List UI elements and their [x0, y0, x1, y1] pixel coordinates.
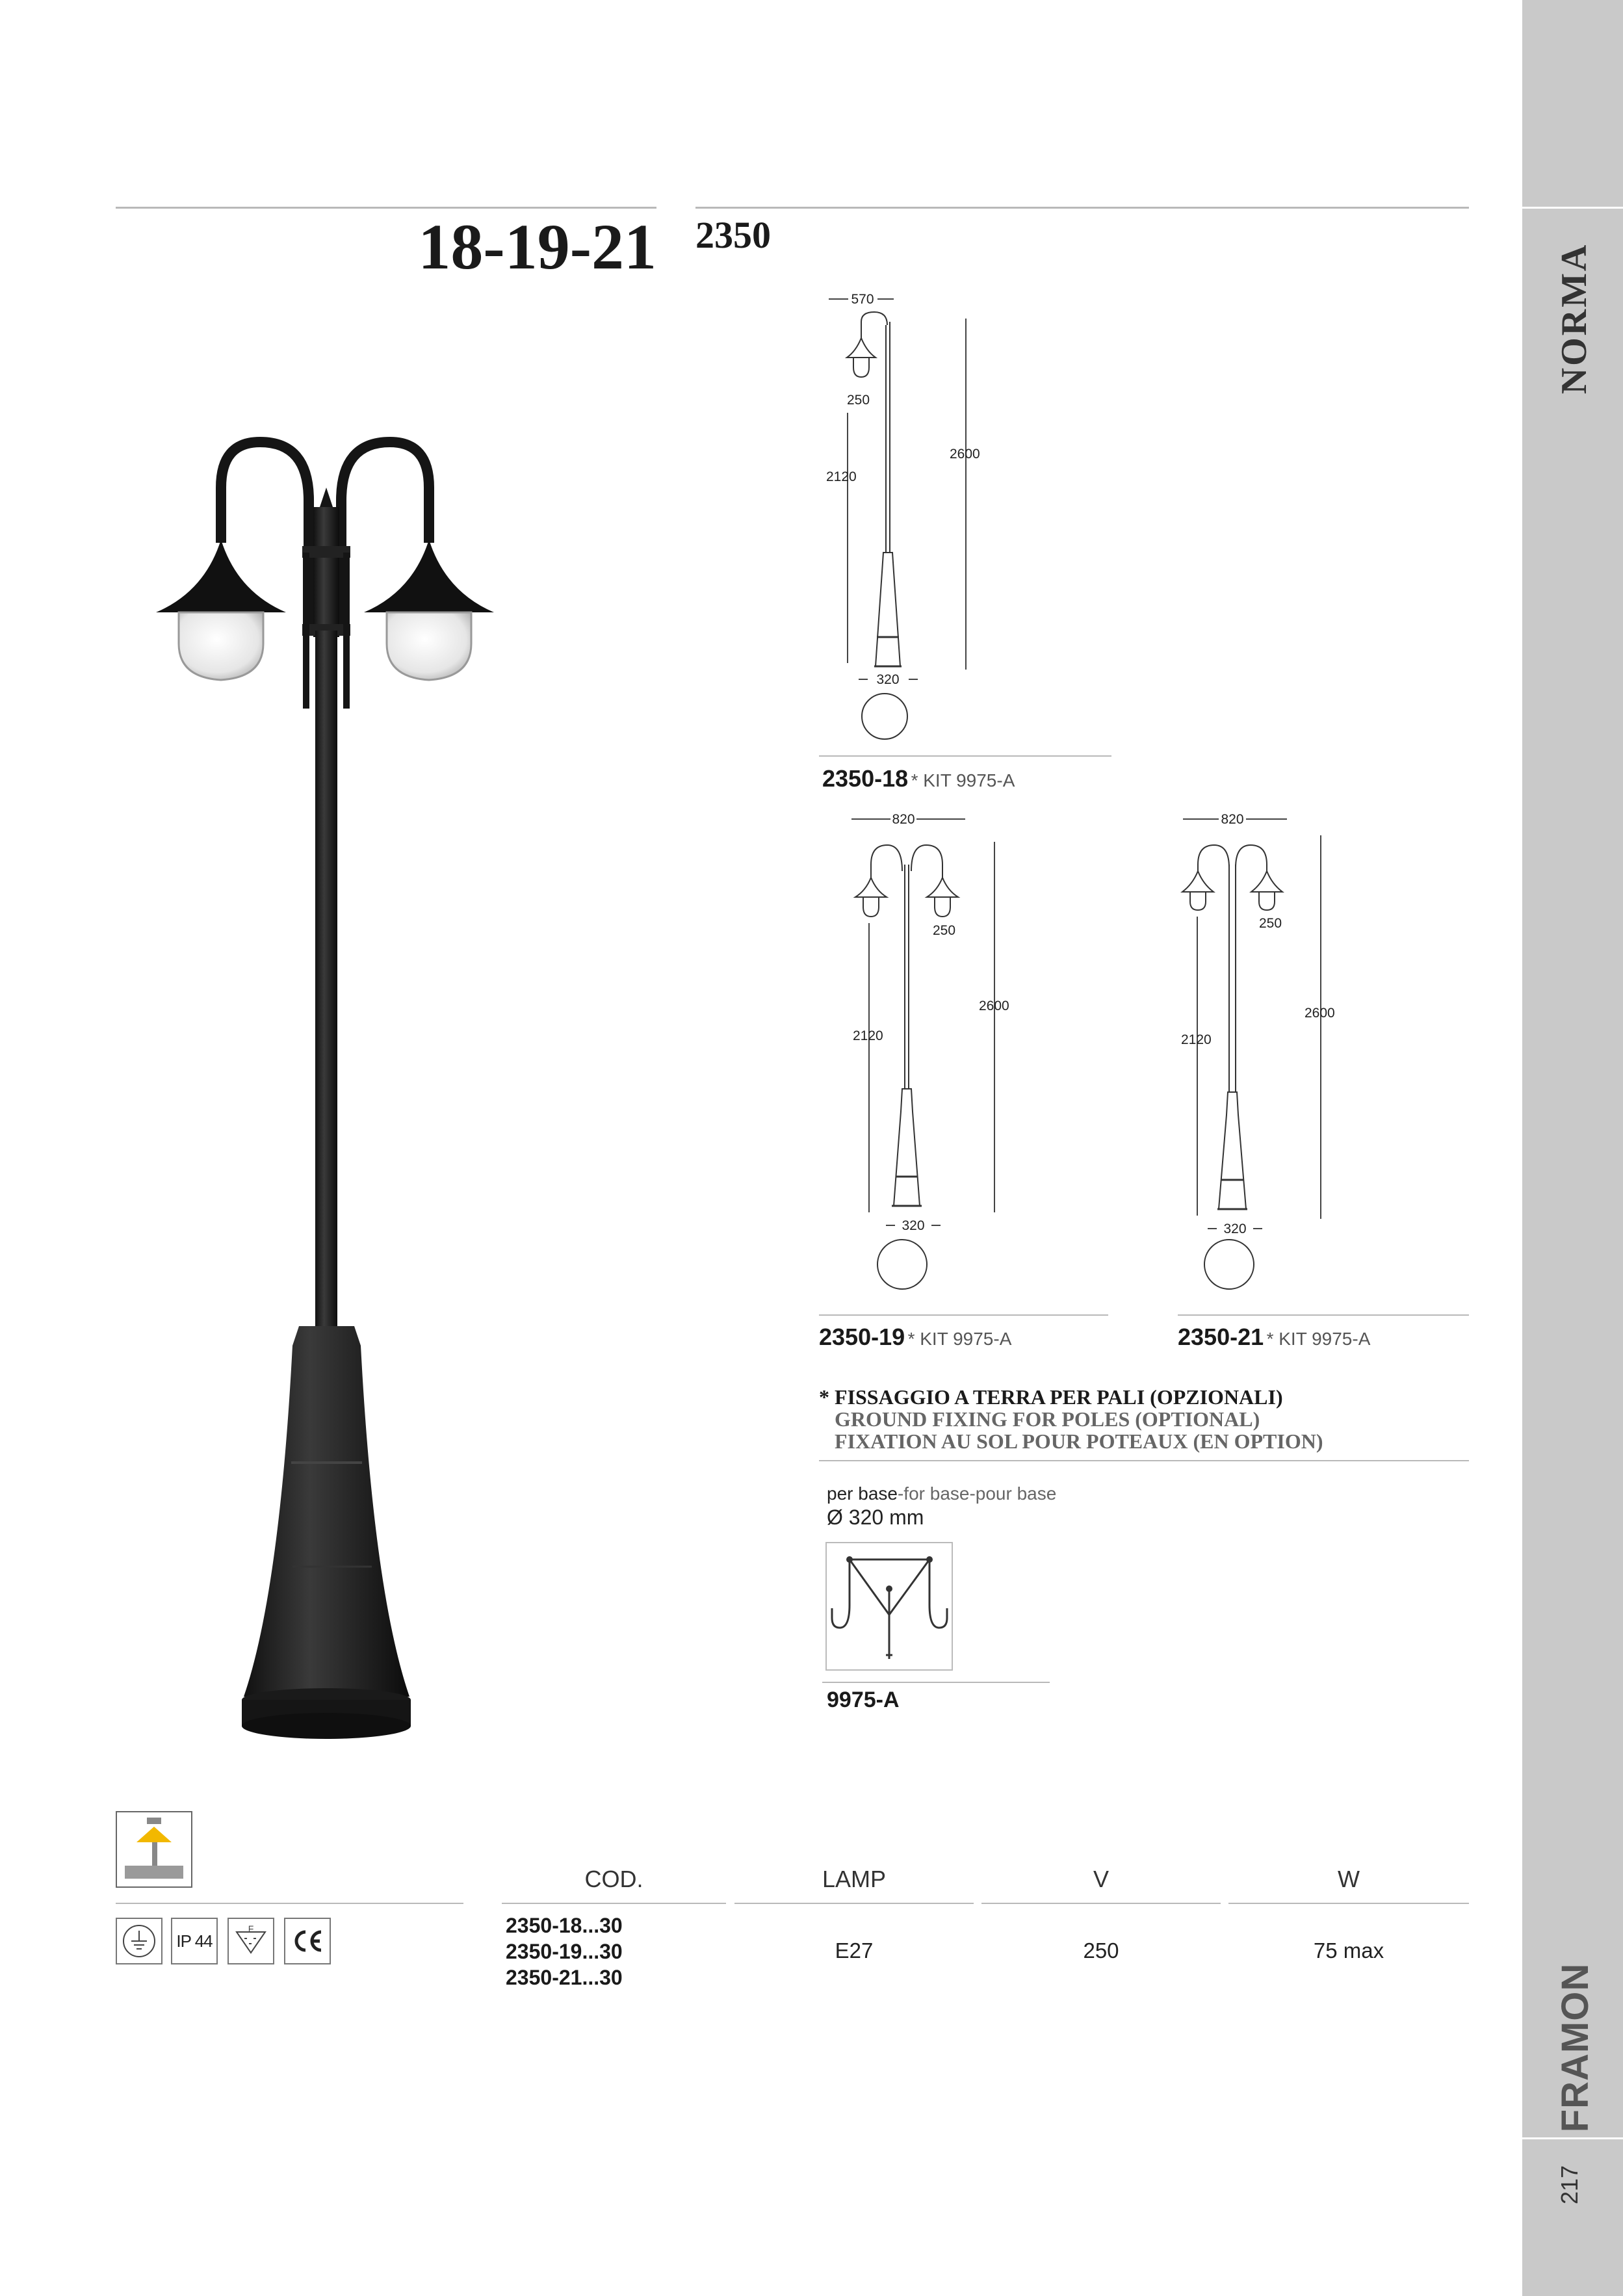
- dim-light-height: 2120: [826, 469, 857, 484]
- dim-width: 570: [851, 292, 874, 307]
- dim-head: 250: [847, 393, 870, 408]
- brand-logo: FRAMON: [1554, 1963, 1596, 2133]
- table-rule-code: [502, 1903, 726, 1904]
- kit-ref: * KIT 9975-A: [1266, 1329, 1371, 1349]
- dim-base: 320: [902, 1218, 925, 1233]
- title-rule-left: [116, 207, 656, 209]
- drawing-2350-19: [838, 806, 1046, 1300]
- table-header-watt: W: [1338, 1866, 1360, 1892]
- ce-mark-icon: [284, 1918, 331, 1964]
- dim-head: 250: [1259, 916, 1282, 931]
- caption-rule-2350-21: [1178, 1314, 1469, 1316]
- table-header-volt: V: [1093, 1866, 1109, 1892]
- fixing-note: [819, 1386, 1323, 1452]
- caption-rule-2350-19: [819, 1314, 1108, 1316]
- fixing-note-fr: FIXATION AU SOL POUR POTEAUX (EN OPTION): [835, 1429, 1323, 1453]
- table-cell-volt: 250: [1083, 1938, 1119, 1963]
- kit-anchor-drawing: [827, 1543, 952, 1669]
- dim-light-height: 2120: [1181, 1032, 1212, 1047]
- code-2350-21: 2350-21: [1178, 1324, 1264, 1350]
- kit-drawing-frame: [825, 1542, 953, 1671]
- dim-width: 820: [1221, 812, 1244, 827]
- kit-rule: [822, 1682, 1050, 1683]
- collection-name: NORMA: [1554, 242, 1594, 395]
- dim-base: 320: [1223, 1221, 1247, 1236]
- fixing-note-en: GROUND FIXING FOR POLES (OPTIONAL): [835, 1407, 1260, 1431]
- fixing-note-it: * FISSAGGIO A TERRA PER PALI (OPZIONALI): [819, 1385, 1283, 1409]
- drawing-2350-18: [816, 286, 1011, 741]
- dim-width: 820: [892, 812, 915, 827]
- svg-text:F: F: [248, 1924, 254, 1934]
- code-2350-19: 2350-19: [819, 1324, 905, 1350]
- table-code-row: 2350-18...30: [506, 1914, 623, 1937]
- caption-2350-19: [819, 1324, 1011, 1351]
- dim-light-height: 2120: [853, 1028, 883, 1043]
- dim-total-height: 2600: [1305, 1006, 1335, 1021]
- table-header-lamp: LAMP: [822, 1866, 887, 1892]
- ip-rating-label: IP 44: [176, 1931, 213, 1951]
- ip-rating-badge: [171, 1918, 218, 1964]
- icons-rule: [116, 1903, 463, 1904]
- code-2350-18: 2350-18: [822, 765, 909, 792]
- caption-2350-21: [1178, 1324, 1370, 1351]
- sidebar: [1522, 0, 1623, 2296]
- kit-diameter: Ø 320 mm: [827, 1506, 924, 1529]
- lamp-post-photo: [143, 423, 546, 1762]
- caption-rule-2350-18: [819, 755, 1111, 757]
- table-code-row: 2350-21...30: [506, 1966, 623, 1989]
- earth-class-icon: [116, 1918, 162, 1964]
- table-header-code: COD.: [584, 1866, 643, 1892]
- dim-total-height: 2600: [979, 998, 1009, 1013]
- kit-code: 9975-A: [827, 1688, 900, 1712]
- kit-ref: * KIT 9975-A: [907, 1329, 1012, 1349]
- kit-per-base: [827, 1483, 1056, 1504]
- table-rule-watt: [1228, 1903, 1469, 1904]
- fixing-note-rule: [819, 1460, 1469, 1461]
- title-rule-right: [695, 207, 1469, 209]
- per-base-rest: -for base-pour base: [897, 1483, 1057, 1504]
- table-codes-cell: [506, 1912, 623, 1990]
- mounting-type-icon: [116, 1811, 192, 1888]
- dim-base: 320: [876, 672, 900, 687]
- per-base-it: per base: [827, 1483, 898, 1504]
- dim-total-height: 2600: [950, 447, 980, 462]
- dim-head: 250: [933, 923, 956, 938]
- series-title: 2350: [695, 214, 771, 256]
- page-number: 217: [1556, 2165, 1583, 2205]
- table-rule-volt: [981, 1903, 1221, 1904]
- family-codes-title: 18-19-21: [418, 211, 656, 283]
- table-cell-lamp: E27: [835, 1938, 874, 1963]
- kit-ref: * KIT 9975-A: [911, 770, 1015, 790]
- flammable-surface-icon: [227, 1918, 274, 1964]
- table-rule-lamp: [734, 1903, 974, 1904]
- table-cell-watt: 75 max: [1313, 1938, 1384, 1963]
- drawing-2350-21: [1173, 806, 1381, 1300]
- table-code-row: 2350-19...30: [506, 1940, 623, 1963]
- caption-2350-18: [822, 765, 1015, 792]
